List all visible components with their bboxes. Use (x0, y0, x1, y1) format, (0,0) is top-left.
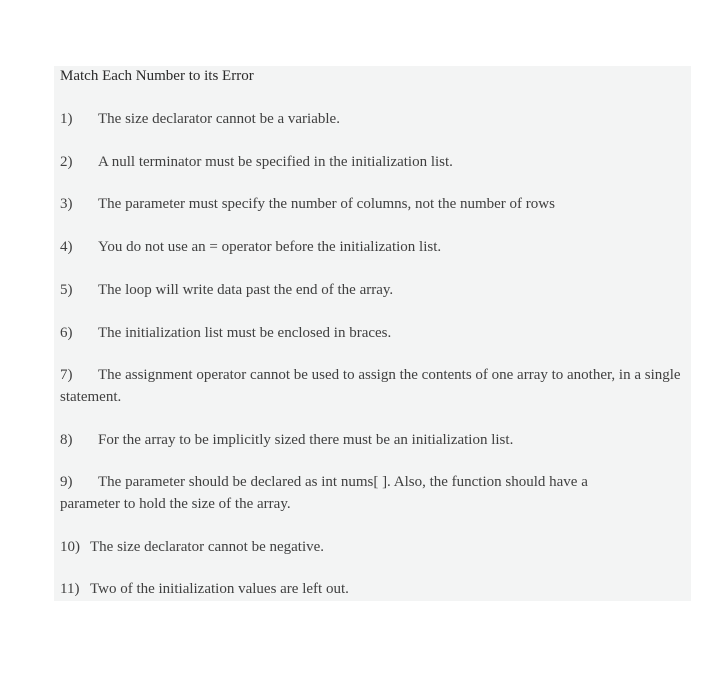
item-text: The assignment operator cannot be used to assign the contents of one array to another, in a single statement. (60, 367, 681, 405)
list-item (60, 193, 688, 215)
item-text: Two of the initialization values are left out. (90, 581, 349, 597)
item-text: The parameter should be declared as int nums[ ]. Also, the function should have a parameter to hold the size of the array. (60, 474, 588, 512)
item-number: 1) (60, 111, 73, 127)
list-item (60, 322, 688, 344)
list-item (60, 578, 688, 600)
item-text: The parameter must specify the number of columns, not the number of rows (98, 196, 555, 212)
item-number: 2) (60, 154, 73, 170)
list-item (60, 471, 640, 515)
item-number: 11) (60, 581, 80, 597)
item-number: 7) (60, 367, 73, 383)
item-text: A null terminator must be specified in the initialization list. (98, 154, 453, 170)
list-item (60, 151, 688, 173)
item-number: 5) (60, 282, 73, 298)
item-number: 9) (60, 474, 73, 490)
item-text: The loop will write data past the end of the array. (98, 282, 394, 298)
item-text: The initialization list must be enclosed in braces. (98, 325, 392, 341)
item-number: 6) (60, 325, 73, 341)
item-number: 4) (60, 239, 73, 255)
item-number: 10) (60, 539, 80, 555)
item-number: 8) (60, 432, 73, 448)
item-text: The size declarator cannot be negative. (90, 539, 325, 555)
item-text: For the array to be implicitly sized there must be an initialization list. (98, 432, 514, 448)
list-item (60, 364, 688, 408)
page-title: Match Each Number to its Error (60, 68, 254, 84)
list-item (60, 279, 688, 301)
list-item (60, 236, 688, 258)
list-item (60, 429, 688, 451)
item-number: 3) (60, 196, 73, 212)
list-item (60, 536, 688, 558)
item-text: You do not use an = operator before the initialization list. (98, 239, 442, 255)
item-text: The size declarator cannot be a variable. (98, 111, 340, 127)
list-item (60, 108, 688, 130)
